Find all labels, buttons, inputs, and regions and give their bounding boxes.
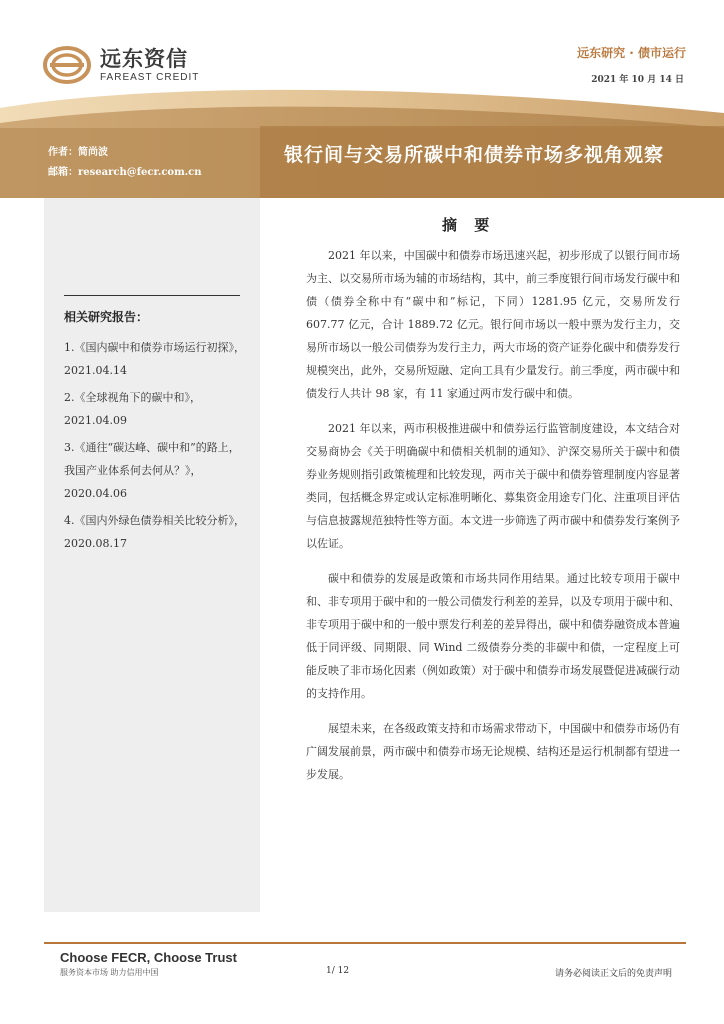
logo-chinese-name: 远东资信 (100, 47, 188, 71)
related-reports-list (64, 336, 246, 559)
related-report-item: 3.《通往“碳达峰、碳中和”的路上，我国产业体系何去何从？》，2020.04.06 (64, 441, 240, 500)
related-reports-title: 相关研究报告： (64, 310, 149, 324)
abstract-body (306, 244, 680, 798)
logo-english-name: FAREAST CREDIT (100, 72, 200, 83)
author: 作者：简尚波 (48, 147, 108, 158)
author-email: 邮箱：research@fecr.com.cn (48, 167, 202, 178)
sidebar-divider (64, 295, 240, 296)
related-report-item: 4.《国内外绿色债券相关比较分析》，2020.08.17 (64, 514, 245, 550)
footer-disclaimer: 请务必阅读正文后的免责声明 (554, 969, 672, 979)
related-report-item: 1.《国内碳中和债券市场运行初探》，2021.04.14 (64, 341, 245, 377)
report-series: 远东研究 · 债市运行 (577, 46, 686, 60)
footer-slogan: Choose FECR, Choose Trust (60, 950, 237, 965)
report-date: 2021 年 10 月 14 日 (591, 75, 684, 85)
abstract-paragraph: 碳中和债券的发展是政策和市场共同作用结果。通过比较专项用于碳中和、非专项用于碳中和的一般公司债发行利差的差异，以及专项用于碳中和、非专项用于碳中和的一般中票发行利差的差异得出，碳中和债券融资成本普遍低于同评级、同期限、同 Wind 二级债券分类的非碳中和债，一定程度上可能反映了非市场化因素（例如政策）对于碳中和债券市场发展暨促进减碳行动的支持作用。 (306, 572, 680, 700)
company-logo (42, 44, 199, 86)
abstract-paragraph: 2021 年以来，中国碳中和债券市场迅速兴起，初步形成了以银行间市场为主、以交易所市场为辅的市场结构，其中，前三季度银行间市场发行碳中和债（债券全称中有“碳中和”标记，下同）1281.95 亿元，交易所发行 607.77 亿元，合计 1889.72 亿元。银行间市场以一般中票为发行主力，交易所市场以一般公司债券为发行主力，两大市场的资产证券化碳中和债券发行规模突出，此外，交易所短融、定向工具有少量发行。前三季度，两市碳中和债发行人共计 98 家，有 11 家通过两市发行碳中和债。 (306, 249, 680, 400)
footer-subtitle: 服务资本市场 助力信用中国 (60, 968, 159, 977)
logo-mark-icon (42, 44, 92, 86)
abstract-paragraph: 展望未来，在各级政策支持和市场需求带动下，中国碳中和债券市场仍有广阔发展前景，两市碳中和债券市场无论规模、结构还是运行机制都有望进一步发展。 (306, 722, 680, 781)
abstract-paragraph: 2021 年以来，两市积极推进碳中和债券运行监管制度建设，本文结合对交易商协会《关于明确碳中和债相关机制的通知》、沪深交易所关于碳中和债券业务规则指引政策梳理和比较发现，两市关于碳中和债券管理制度内容显著类同，包括概念界定或认定标准明晰化、募集资金用途专门化、注重项目评估与信息披露规范独特性等方面。本文进一步筛选了两市碳中和债券发行案例予以佐证。 (306, 422, 680, 550)
footer-divider (44, 942, 686, 944)
related-report-item: 2.《全球视角下的碳中和》，2021.04.09 (64, 391, 201, 427)
page-number: 1/ 12 (326, 966, 350, 976)
sidebar (44, 198, 260, 912)
report-title: 银行间与交易所碳中和债券市场多视角观察 (284, 144, 665, 166)
abstract-heading: 摘 要 (442, 216, 496, 234)
